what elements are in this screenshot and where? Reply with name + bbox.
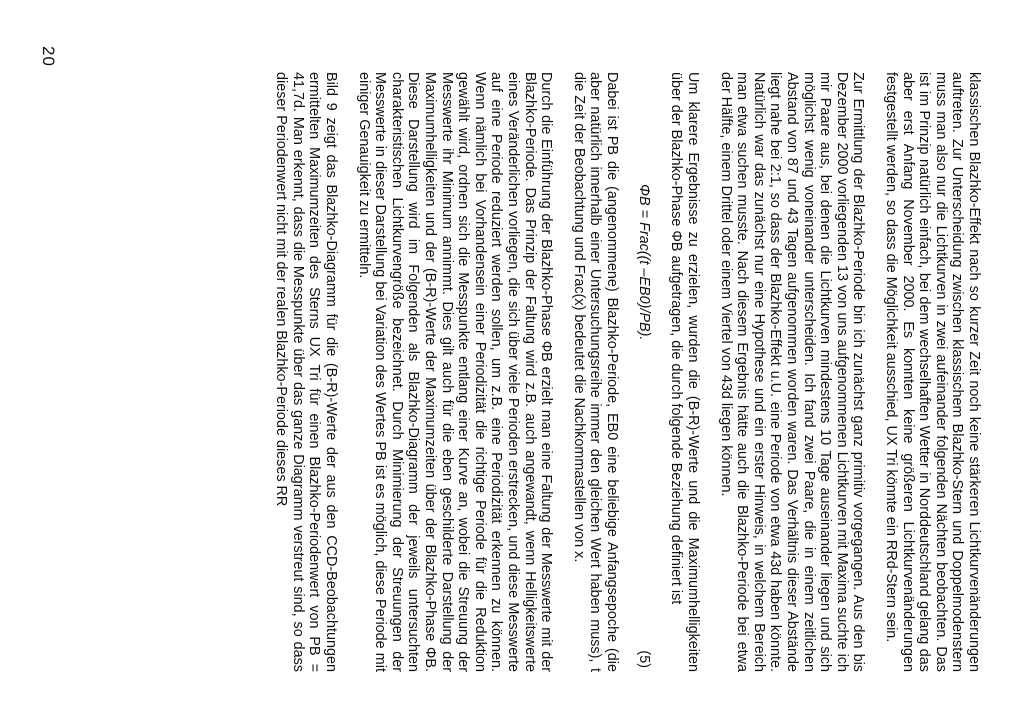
paragraph-1: klassischen Blazhko-Effekt nach so kurzer Zeit noch keine stärkeren Lichtkurvenänderungen auftreten. Zur Unterscheidung zwischen klassischem Blazhko-Stern und Doppelmodenstern muss man also nur die Lichtkurven in zwei aufeinander folgenden Nächten beobachten. Das ist im Prinzip natürlich einfach, bei dem wechselhaften Wetter in Norddeutschland gelang das aber erst Anfang November 2000. Es konnten keine größeren Lichtkurvenänderungen festgestellt werden, so dass die Möglichkeit ausschied, UX Tri könnte ein RRd-Stern sein. — [883, 72, 982, 672]
paragraph-5: Durch die Einführung der Blazhko-Phase ΦB erzielt man eine Faltung der Messwerte mit der Blazhko-Periode. Das Prinzip der Faltung wird z.B. auch angewandt, wenn Helligkeitswerte eines Veränderlichen vorliegen, die sich über viele Perioden erstrecken, und diese Messwerte auf eine Periode reduziert werden sollen, um z.B. eine Periodizität erkennen zu können. Wenn nämlich bei Vorhandensein einer Periodizität die richtige Periode für die Reduktion gewählt wird, ordnen sich die Messpunkte entlang einer Kurve an, wobei die Streuung der Messwerte ihr Minimum annimmt. Dies gilt auch für die eben geschilderte Darstellung der Maximumhelligkeiten und der (B-R)-Werte der Maximumzeiten über der Blazhko-Phase ΦB. Diese Darstellung wird im Folgenden als Blazhko-Diagramm der jeweils untersuchten charakteristischen Lichtkurvengröße bezeichnet. Durch Minimierung der Streuungen der Messwerte in dieser Darstellung bei Variation des Wertes PB ist es möglich, diese Periode mit einiger Genauigkeit zu ermitteln. — [355, 72, 555, 672]
paragraph-6: Bild 9 zeigt das Blazhko-Diagramm für die (B-R)-Werte der aus den CCD-Beobachtungen ermittelten Maximumzeiten des Sterns UX Tri für einen Blazhko-Periodenwert von PB = 41,7d. Man erkennt, dass die Messpunkte über das ganze Diagramm verstreut sind, so dass dieser Periodenwert nicht mit der realen Blazhko-Periode dieses RR — [273, 72, 339, 672]
page-number: 20 — [39, 46, 58, 67]
equation-number: (5) — [635, 650, 652, 668]
blazhko-phase-formula: ΦB = Frac((t –EB0)/PB). — [635, 184, 652, 341]
equation-row — [636, 72, 652, 672]
paragraph-3: Um klarere Ergebnisse zu erzielen, wurden die (B-R)-Werte und die Maximumhelligkeiten über der Blazhko-Phase ΦB aufgetragen, die durch folgende Beziehung definiert ist — [668, 72, 702, 672]
paragraph-4: Dabei ist PB die (angenommene) Blazhko-Periode, EB0 eine beliebige Anfangsepoche (die aber natürlich innerhalb einer Untersuchungsreihe immer den gleichen Wert haben muss), t die Zeit der Beobachtung und Frac(x) bedeutet die Nachkommastellen von x. — [570, 72, 620, 672]
paragraph-2: Zur Ermittlung der Blazhko-Periode bin ich zunächst ganz primitiv vorgegangen. Aus den bis Dezember 2000 vorliegenden 13 von uns aufgenommenen Lichtkurven mit Maxima suchte ich mir Paare aus, bei denen die Lichtkurven mindestens 10 Tage auseinander liegen und sich möglichst wenig voneinander unterscheiden. Ich fand zwei Paare, die in einem zeitlichen Abstand von 87 und 43 Tagen aufgenommen worden waren. Das Verhältnis dieser Abstände liegt nahe bei 2:1, so dass der Blazhko-Effekt u.U. eine Periode von etwa 43d haben könnte. Natürlich war das zunächst nur eine Hypothese und ein erster Hinweis, in welchem Bereich man etwa suchen musste. Nach diesem Ergebnis hätte auch die Blazhko-Periode bei etwa der Hälfte, einem Drittel oder einem Viertel von 43d liegen können. — [717, 72, 867, 672]
